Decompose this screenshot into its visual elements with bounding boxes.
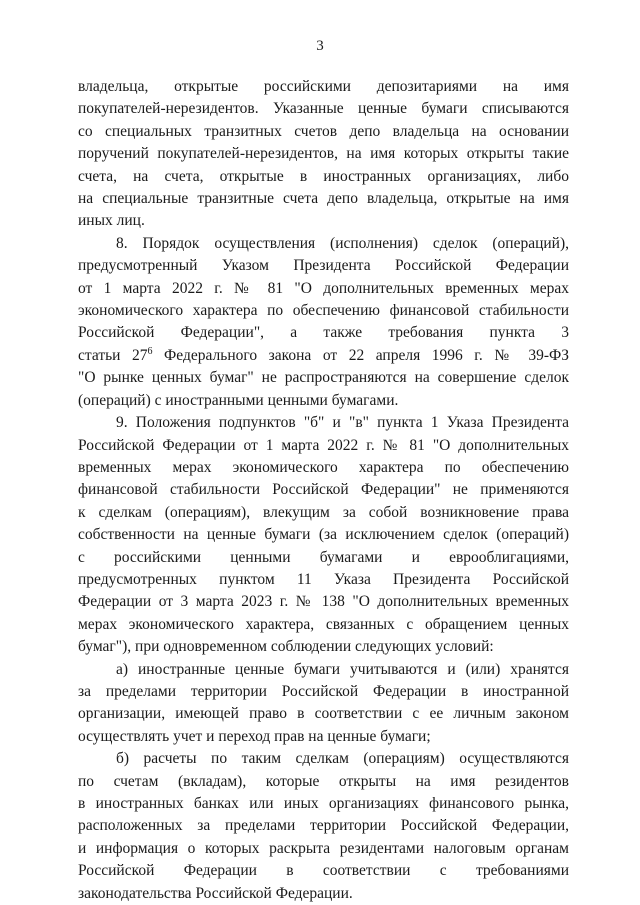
text-line: в иностранных банках или иных организациях финансового рынка, [78, 795, 569, 812]
text-line: Российской Федерации от 1 марта 2022 г. № 81 "О дополнительных [78, 436, 569, 454]
text-line: поручений покупателей-нерезидентов, на имя которых открыты такие [78, 145, 569, 163]
text-line: законодательства Российской Федерации. [78, 884, 353, 902]
text-line: Федерации от 3 марта 2023 г. № 138 "О дополнительных временных [78, 593, 569, 611]
paragraph-item-9a [78, 659, 569, 749]
text-line: по счетам (вкладам), которые открыты на имя резидентов [78, 772, 569, 790]
text-line: "О рынке ценных бумаг" не распространяются на совершение сделок [78, 369, 569, 387]
paragraph-item-9b [78, 748, 569, 905]
text-line: Российской Федерации в соответствии с требованиями [78, 862, 569, 880]
paragraph-item-8 [78, 233, 569, 412]
text-line: от 1 марта 2022 г. № 81 "О дополнительных временных мерах [78, 279, 569, 297]
text-line: расположенных за пределами территории Российской Федерации, [78, 817, 569, 835]
text-fragment: статьи 27 [78, 346, 148, 364]
text-line: (операций) с иностранными ценными бумагами. [78, 391, 399, 409]
text-line: бумаг"), при одновременном соблюдении следующих условий: [78, 638, 494, 656]
text-line: покупателей-нерезидентов. Указанные ценные бумаги списываются [78, 100, 569, 118]
document-body [78, 76, 569, 905]
text-line: организации, имеющей право в соответствии с ее личным законом [78, 705, 569, 723]
text-line: Российской Федерации", а также требования пункта 3 [78, 324, 569, 342]
text-line: б) расчеты по таким сделкам (операциям) осуществляются [116, 750, 569, 768]
text-line: предусмотренных пунктом 11 Указа Президента Российской [78, 570, 569, 588]
text-line: с российскими ценными бумагами и еврооблигациями, [78, 548, 569, 566]
paragraph-item-9 [78, 412, 569, 658]
text-fragment: Федерального закона от 22 апреля 1996 г. № 39-ФЗ [152, 346, 570, 364]
text-line: собственности на ценные бумаги (за исключением сделок (операций) [78, 526, 569, 544]
text-line: осуществлять учет и переход прав на ценные бумаги; [78, 727, 431, 745]
paragraph-continuation [78, 76, 569, 233]
text-line: мерах экономического характера, связанных с обращением ценных [78, 615, 569, 633]
text-line: со специальных транзитных счетов депо владельца на основании [78, 122, 569, 140]
text-line: временных мерах экономического характера по обеспечению [78, 458, 569, 476]
text-line: предусмотренный Указом Президента Российской Федерации [78, 257, 569, 275]
text-line: за пределами территории Российской Федерации в иностранной [78, 682, 569, 700]
text-line: к сделкам (операциям), влекущим за собой возникновение права [78, 503, 569, 521]
text-line: 8. Порядок осуществления (исполнения) сделок (операций), [116, 234, 569, 252]
text-line: а) иностранные ценные бумаги учитываются и (или) хранятся [116, 660, 569, 678]
text-line: на специальные транзитные счета депо владельца, открытые на имя [78, 190, 569, 208]
text-line: экономического характера по обеспечению финансовой стабильности [78, 302, 569, 320]
page-number: 3 [316, 38, 324, 54]
text-line: иных лиц. [78, 212, 145, 230]
text-line: владельца, открытые российскими депозитариями на имя [78, 78, 569, 95]
text-line: 9. Положения подпунктов "б" и "в" пункта 1 Указа Президента [116, 414, 569, 432]
text-line-with-superscript [78, 345, 569, 367]
text-line: и информация о которых раскрыта резидентами налоговым органам [78, 839, 569, 857]
superscript: 6 [147, 345, 153, 357]
text-line: счета, на счета, открытые в иностранных организациях, либо [78, 167, 569, 185]
text-line: финансовой стабильности Российской Федерации" не применяются [78, 481, 569, 499]
